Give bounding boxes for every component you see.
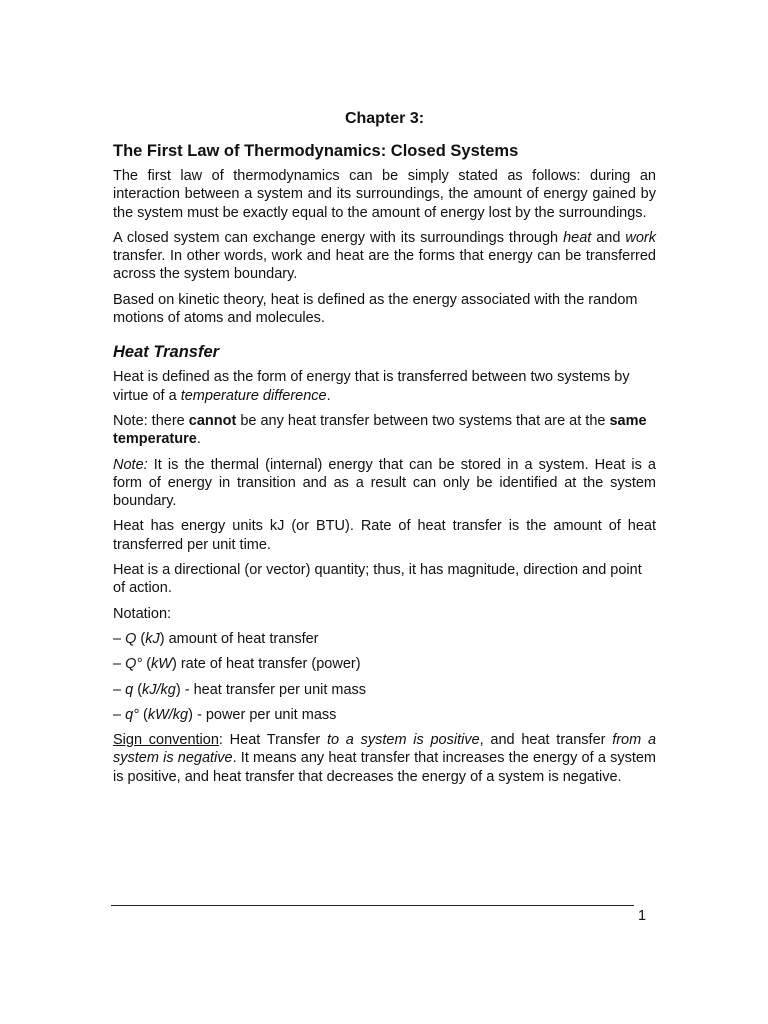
notation-symbol: q° <box>125 706 139 723</box>
notation-paren-open: ( <box>142 656 152 673</box>
sign-emphasis-negative: from a system is negative <box>113 732 657 767</box>
chapter-label: Chapter 3: <box>344 110 425 127</box>
sign-convention-label: Sign convention <box>113 732 219 749</box>
notation-unit: kJ <box>145 630 160 647</box>
notation-unit: kW/kg <box>147 706 189 723</box>
notation-unit: kJ/kg <box>142 681 176 698</box>
intro-p2-text-b: and <box>591 229 626 246</box>
sign-convention-paragraph <box>113 731 656 786</box>
section-heading-heat-transfer: Heat Transfer <box>113 343 220 362</box>
chapter-title: The First Law of Thermodynamics: Closed Systems <box>113 142 519 160</box>
heat-definition-emphasis: temperature difference <box>180 387 327 404</box>
notation-label: Notation: <box>113 605 172 622</box>
notation-description: amount of heat transfer <box>168 630 319 647</box>
notation-dash: – <box>113 706 126 723</box>
notation-item <box>113 706 656 724</box>
intro-p2-text-a: A closed system can exchange energy with its surroundings through <box>113 229 564 246</box>
intro-paragraph-1: The first law of thermodynamics can be simply stated as follows: during an interaction between a system and its surroundings, the amount of energy gained by the system must be exactly equal to the amount of energy lost by the surroundings. <box>113 168 656 221</box>
notation-paren-close: ) <box>171 656 181 673</box>
note1-text-b: be any heat transfer between two systems that are at the <box>236 412 610 429</box>
note1-bold-same-temperature: same temperature <box>113 412 647 448</box>
heat-directional-paragraph: Heat is a directional (or vector) quantity; thus, it has magnitude, direction and point of action. <box>113 562 642 597</box>
intro-paragraph-2 <box>113 229 656 284</box>
notation-symbol: Q° <box>125 656 143 673</box>
intro-p2-work: work <box>625 229 657 246</box>
notation-description: - power per unit mass <box>196 706 337 723</box>
notation-paren-close: ) <box>188 706 197 723</box>
notation-item <box>113 681 656 699</box>
heat-units-paragraph: Heat has energy units kJ (or BTU). Rate of heat transfer is the amount of heat transferred per unit time. <box>113 518 656 553</box>
notation-description: - heat transfer per unit mass <box>184 681 367 698</box>
notation-paren-open: ( <box>133 681 143 698</box>
intro-p2-text-c: transfer. In other words, work and heat are the forms that energy can be transferred across the system boundary. <box>113 248 656 283</box>
sign-emphasis-positive: to a system is positive <box>326 732 480 749</box>
heat-definition-text-a: Heat is defined as the form of energy that is transferred between two systems by virtue of a <box>113 369 630 404</box>
heat-definition <box>113 368 656 405</box>
notation-description: rate of heat transfer (power) <box>180 656 361 673</box>
sign-text-b: , and heat transfer <box>479 732 613 749</box>
sign-text-c: . It means any heat transfer that increases the energy of a system is positive, and heat transfer that decreases the energy of a system is negative. <box>113 750 656 785</box>
note-no-heat-transfer <box>113 412 656 449</box>
notation-item <box>113 655 656 673</box>
intro-paragraph-3: Based on kinetic theory, heat is defined as the energy associated with the random motions of atoms and molecules. <box>113 291 638 327</box>
note-thermal-energy <box>113 456 656 511</box>
page-number: 1 <box>638 908 647 924</box>
notation-symbol: Q <box>125 630 137 647</box>
note2-text: It is the thermal (internal) energy that can be stored in a system. Heat is a form of energy in transition and as a result can only be identified at the system boundary. <box>113 456 656 510</box>
sign-text-a: : Heat Transfer <box>218 732 327 749</box>
notation-symbol: q <box>125 681 134 698</box>
notation-paren-close: ) <box>159 630 169 647</box>
note1-text-c: . <box>196 431 201 448</box>
notation-paren-close: ) <box>175 681 185 698</box>
notation-dash: – <box>113 656 126 673</box>
notation-dash: – <box>113 681 126 698</box>
footer-divider <box>111 905 634 906</box>
note2-label: Note: <box>113 456 148 473</box>
notation-item <box>113 630 656 648</box>
intro-p2-heat: heat <box>563 229 592 246</box>
heat-definition-text-b: . <box>326 387 331 404</box>
page-content <box>113 108 656 793</box>
notation-paren-open: ( <box>136 630 146 647</box>
note1-bold-cannot: cannot <box>188 412 237 429</box>
note1-text-a: Note: there <box>113 412 189 429</box>
notation-unit: kW <box>151 656 172 673</box>
notation-paren-open: ( <box>138 706 148 723</box>
notation-dash: – <box>113 630 126 647</box>
